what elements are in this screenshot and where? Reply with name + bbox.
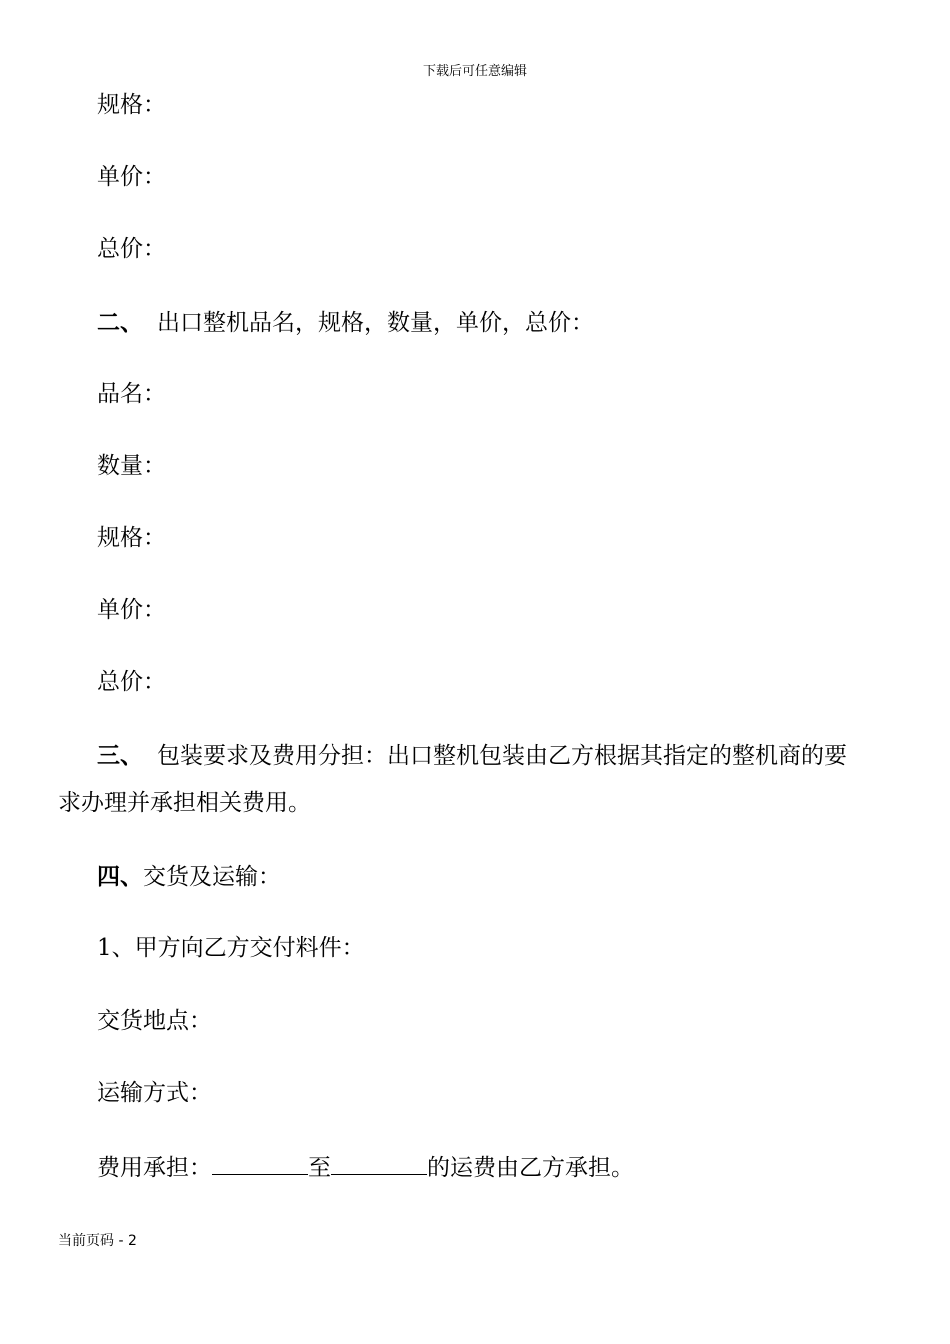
cost-bearing-line — [97, 1154, 634, 1180]
unit-price-label: 单价： — [97, 164, 166, 190]
cost-bearing-label: 费用承担： — [97, 1155, 212, 1181]
total-price-label: 总价： — [97, 236, 166, 262]
section-3-text-1: 包装要求及费用分担：出口整机包装由乙方根据其指定的整机商的要 — [157, 743, 847, 769]
total-price-label-2: 总价： — [97, 669, 166, 695]
cost-to-blank[interactable] — [331, 1154, 427, 1175]
page-header: 下载后可任意编辑 — [422, 64, 527, 79]
item-1-material-delivery: 1、甲方向乙方交付料件： — [97, 935, 365, 961]
cost-to-word: 至 — [308, 1155, 331, 1181]
spec-label: 规格： — [97, 92, 166, 118]
section-4-number: 四、 — [97, 863, 143, 890]
section-4-heading — [97, 865, 281, 889]
cost-from-blank[interactable] — [212, 1154, 308, 1175]
section-2-title: 出口整机品名，规格，数量，单价，总价： — [157, 310, 594, 336]
section-3-text-2: 求办理并承担相关费用。 — [58, 790, 311, 816]
section-2-heading — [97, 311, 594, 335]
page-number: 当前页码 - 2 — [58, 1233, 137, 1249]
section-3-number: 三、 — [97, 742, 143, 769]
unit-price-label-2: 单价： — [97, 597, 166, 623]
spec-label-2: 规格： — [97, 525, 166, 551]
cost-tail-text: 的运费由乙方承担。 — [427, 1155, 634, 1181]
transport-mode-label: 运输方式： — [97, 1080, 212, 1106]
section-4-title: 交货及运输： — [143, 864, 281, 890]
section-2-number: 二、 — [97, 309, 143, 336]
delivery-place-label: 交货地点： — [97, 1008, 212, 1034]
product-name-label: 品名： — [97, 381, 166, 407]
quantity-label: 数量： — [97, 453, 166, 479]
section-3-paragraph-line-1 — [97, 744, 847, 768]
